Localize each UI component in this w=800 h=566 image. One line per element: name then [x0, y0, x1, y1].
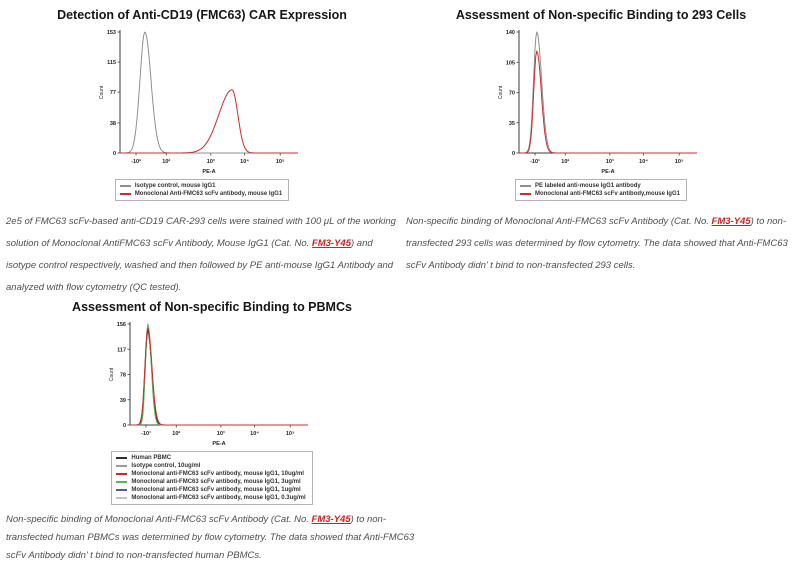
legend-color-swatch	[116, 465, 127, 467]
legend-color-swatch	[120, 193, 131, 195]
legend-item-label: Monoclonal Anti-FMC63 scFv antibody, mouse IgG1	[134, 191, 283, 197]
catalog-link[interactable]: FM3-Y45	[311, 514, 351, 525]
svg-text:10²: 10²	[162, 159, 171, 165]
figure-title: Assessment of Non-specific Binding to 293 Cells	[455, 8, 747, 22]
legend-item-label: Monoclonal anti-FMC63 scFv antibody,mouse IgG1	[535, 191, 680, 197]
figure-caption	[6, 211, 398, 299]
chart-legend	[111, 451, 312, 505]
svg-text:Count: Count	[99, 85, 105, 100]
svg-text:-10²: -10²	[131, 159, 141, 165]
caption-text: Non-specific binding of Monoclonal Anti-FMC63 scFv Antibody (Cat. No.	[406, 216, 712, 227]
svg-text:77: 77	[109, 90, 116, 97]
caption-text: ) and isotype control respectively, washed and then followed by PE anti-mouse IgG1 Antibody and analyzed with flow cytometry (QC tested).	[6, 238, 394, 293]
caption-text: 2e5 of FMC63 scFv-based anti-CD19 CAR-293 cells were stained with 100 μL of the working solution of Monoclonal AntiFMC63 scFv Antibody, Mouse IgG1 (Cat. No.	[6, 216, 396, 249]
svg-text:10⁵: 10⁵	[674, 159, 684, 165]
flow-histogram-chart	[106, 319, 318, 449]
legend-item-label: Isotype control, 10ug/ml	[131, 463, 201, 469]
figure-caption	[6, 511, 418, 565]
chart-legend	[515, 179, 687, 201]
legend-color-swatch	[116, 473, 127, 475]
svg-text:117: 117	[117, 347, 126, 354]
legend-item	[116, 462, 305, 470]
svg-text:10²: 10²	[561, 159, 570, 165]
svg-text:0: 0	[122, 423, 126, 429]
legend-item	[520, 182, 680, 190]
figure-pbmc-binding	[6, 300, 418, 565]
legend-item-label: PE labeled anti-mouse IgG1 antibody	[535, 183, 641, 189]
chart-area	[6, 319, 418, 449]
legend-item-label: Isotype control, mouse IgG1	[134, 183, 216, 189]
svg-text:10⁵: 10⁵	[275, 159, 285, 165]
svg-text:10⁴: 10⁴	[250, 431, 260, 437]
legend-item-label: Monoclonal anti-FMC63 scFv antibody, mouse IgG1, 3ug/ml	[131, 479, 301, 485]
legend-item	[116, 454, 305, 462]
svg-text:Count: Count	[498, 85, 504, 100]
legend-color-swatch	[520, 193, 531, 195]
legend-item	[116, 470, 305, 478]
svg-text:PE-A: PE-A	[202, 169, 216, 175]
svg-text:10³: 10³	[605, 159, 614, 165]
figure-title: Detection of Anti-CD19 (FMC63) CAR Expression	[57, 8, 347, 22]
legend-item	[116, 478, 305, 486]
svg-text:10³: 10³	[216, 431, 225, 437]
svg-text:0: 0	[112, 151, 116, 157]
svg-text:10³: 10³	[206, 159, 215, 165]
legend-color-swatch	[116, 457, 127, 459]
svg-text:-10¹: -10¹	[141, 431, 151, 437]
svg-text:0: 0	[511, 151, 515, 157]
svg-text:10⁵: 10⁵	[285, 431, 295, 437]
svg-text:140: 140	[505, 30, 515, 36]
svg-text:35: 35	[508, 120, 515, 127]
svg-text:10⁴: 10⁴	[639, 159, 649, 165]
svg-text:115: 115	[107, 60, 116, 67]
svg-text:156: 156	[116, 322, 126, 328]
legend-item-label: Monoclonal anti-FMC63 scFv antibody, mouse IgG1, 0.3ug/ml	[131, 495, 306, 501]
svg-text:39: 39	[119, 397, 126, 404]
figure-title: Assessment of Non-specific Binding to PBMCs	[72, 300, 352, 314]
svg-text:10²: 10²	[172, 431, 181, 437]
legend-item-label: Monoclonal anti-FMC63 scFv antibody, mouse IgG1, 1ug/ml	[131, 487, 301, 493]
chart-legend	[115, 179, 289, 201]
svg-text:105: 105	[505, 60, 515, 67]
legend-item	[116, 494, 305, 502]
svg-text:78: 78	[119, 372, 126, 379]
caption-text: ) to non-transfected 293 cells was determined by flow cytometry. The data showed that Anti-FMC63 scFv Antibody didn’ t bind to non-transfected 293 cells.	[406, 216, 788, 271]
flow-histogram-chart	[96, 27, 308, 177]
legend-color-swatch	[116, 497, 127, 499]
chart-area	[6, 27, 398, 177]
svg-text:Count: Count	[109, 367, 115, 382]
legend-item	[120, 182, 282, 190]
chart-area	[406, 27, 796, 177]
svg-text:-10¹: -10¹	[530, 159, 540, 165]
caption-text: ) to non-transfected human PBMCs was determined by flow cytometry. The data showed that Anti-FMC63 scFv Antibody didn’ t bind to non-transfected human PBMCs.	[6, 514, 415, 561]
legend-color-swatch	[116, 489, 127, 491]
legend-color-swatch	[520, 185, 531, 187]
legend-item-label: Human PBMC	[131, 455, 172, 461]
figure-293-binding	[406, 8, 796, 277]
catalog-link[interactable]: FM3-Y45	[711, 216, 751, 227]
legend-item	[120, 190, 282, 198]
legend-item	[520, 190, 680, 198]
svg-text:10⁴: 10⁴	[240, 159, 250, 165]
svg-text:153: 153	[106, 30, 116, 36]
legend-item-label: Monoclonal anti-FMC63 scFv antibody, mouse IgG1, 10ug/ml	[131, 471, 304, 477]
legend-color-swatch	[116, 481, 127, 483]
svg-text:70: 70	[508, 90, 515, 97]
catalog-link[interactable]: FM3-Y45	[311, 238, 351, 249]
svg-text:PE-A: PE-A	[212, 441, 226, 447]
figure-caption	[406, 211, 796, 277]
legend-color-swatch	[120, 185, 131, 187]
flow-histogram-chart	[495, 27, 707, 177]
figure-car-expression	[6, 8, 398, 299]
legend-item	[116, 486, 305, 494]
caption-text: Non-specific binding of Monoclonal Anti-FMC63 scFv Antibody (Cat. No.	[6, 514, 312, 525]
svg-text:38: 38	[109, 120, 116, 127]
svg-text:PE-A: PE-A	[601, 169, 615, 175]
